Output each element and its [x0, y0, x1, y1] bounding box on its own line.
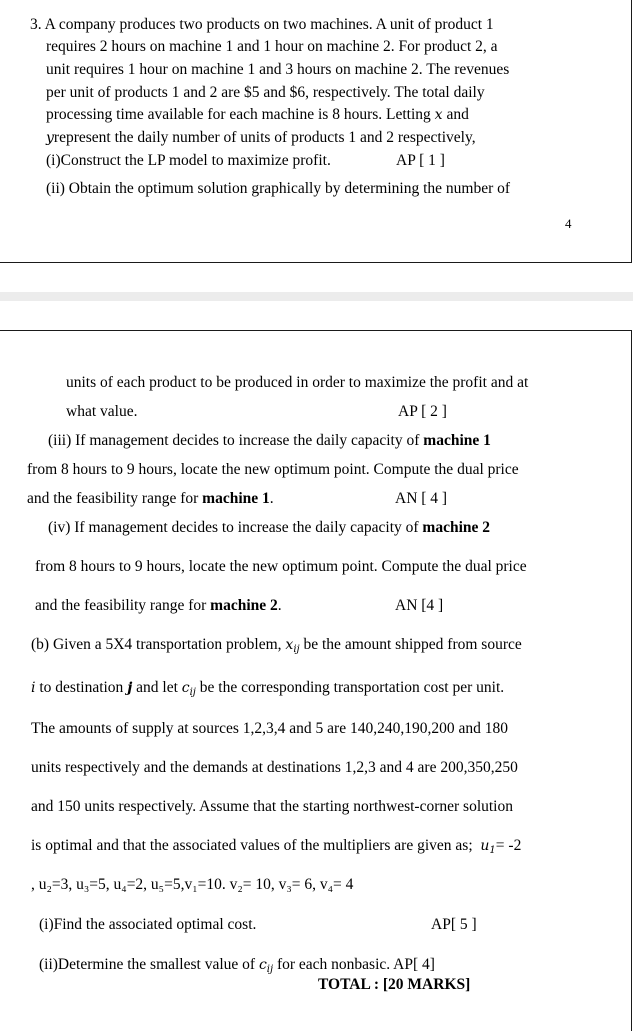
part-b-line-4: units respectively and the demands at destinations 1,2,3 and 4 are 200,350,250	[31, 759, 518, 776]
part-i-text: (i)Construct the LP model to maximize profit.	[46, 152, 331, 169]
question-3-line-5: processing time available for each machine is 8 hours. Letting x and	[46, 106, 469, 123]
variable-c-ij: $c_{ij}$	[181, 680, 196, 698]
multiplier-u1: $u_1$	[480, 838, 496, 856]
part-b-i-marks: AP[ 5 ]	[431, 916, 477, 933]
part-iv-line-3: and the feasibility range for machine 2.	[35, 597, 282, 614]
variable-y: y	[46, 130, 54, 146]
variable-x-ij: $x_{ij}$	[285, 637, 300, 655]
part-b-line-1: (b) Given a 5X4 transportation problem, $x_{ij}$ be the amount shipped from source	[31, 636, 522, 655]
part-ii-text: (ii) Obtain the optimum solution graphically by determining the number of	[46, 180, 511, 197]
part-b-ii-text: (ii)Determine the smallest value of $c_{ij}$ for each nonbasic. AP[ 4]	[39, 956, 435, 975]
part-iv-line-1: (iv) If management decides to increase the daily capacity of machine 2	[48, 519, 491, 536]
part-iii-marks: AN [ 4 ]	[395, 490, 448, 507]
question-3-line-6: yrepresent the daily number of units of products 1 and 2 respectively,	[46, 129, 476, 146]
variable-c-ij-2: $c_{ij}$	[258, 957, 274, 975]
page-1	[0, 0, 632, 263]
part-iii-line-2: from 8 hours to 9 hours, locate the new optimum point. Compute the dual price	[27, 461, 519, 478]
part-iv-line-2: from 8 hours to 9 hours, locate the new optimum point. Compute the dual price	[35, 558, 527, 575]
part-ii-marks: AP [ 2 ]	[398, 403, 447, 420]
question-3-line-2: requires 2 hours on machine 1 and 1 hour on machine 2. For product 2, a	[46, 38, 498, 55]
part-iv-marks: AN [4 ]	[395, 597, 444, 614]
page-number: 4	[565, 216, 572, 231]
part-b-i-text: (i)Find the associated optimal cost.	[39, 916, 257, 933]
part-iii-line-1: (iii) If management decides to increase the daily capacity of machine 1	[48, 432, 491, 449]
part-b-line-5: and 150 units respectively. Assume that the starting northwest-corner solution	[31, 798, 513, 815]
multiplier-values: , u₂=3, u₃=5, u₄=2, u₅=5,v₁=10. v₂= 10, v₃= 6, v₄= 4	[31, 876, 354, 893]
question-3-line-4: per unit of products 1 and 2 are $5 and $6, respectively. The total daily	[46, 84, 485, 101]
part-b-line-3: The amounts of supply at sources 1,2,3,4 and 5 are 140,240,190,200 and 180	[31, 720, 508, 737]
question-3-line-3: unit requires 1 hour on machine 1 and 3 hours on machine 2. The revenues	[46, 61, 510, 78]
page-gap	[0, 292, 633, 301]
part-b-line-2: i to destination j and let $c_{ij}$ be the corresponding transportation cost per unit.	[31, 679, 505, 698]
part-b-line-6: is optimal and that the associated values of the multipliers are given as; $u_1= -2$	[31, 837, 522, 856]
part-iii-line-3: and the feasibility range for machine 1.	[27, 490, 274, 507]
total-marks: TOTAL : [20 MARKS]	[318, 976, 471, 993]
question-3-line-1: 3. A company produces two products on two machines. A unit of product 1	[30, 16, 494, 33]
part-ii-continued-1: units of each product to be produced in order to maximize the profit and at	[66, 374, 529, 391]
part-i-marks: AP [ 1 ]	[396, 152, 445, 169]
page-2	[0, 330, 632, 1031]
variable-x: x	[434, 107, 443, 123]
part-ii-continued-2: what value.	[66, 403, 138, 420]
